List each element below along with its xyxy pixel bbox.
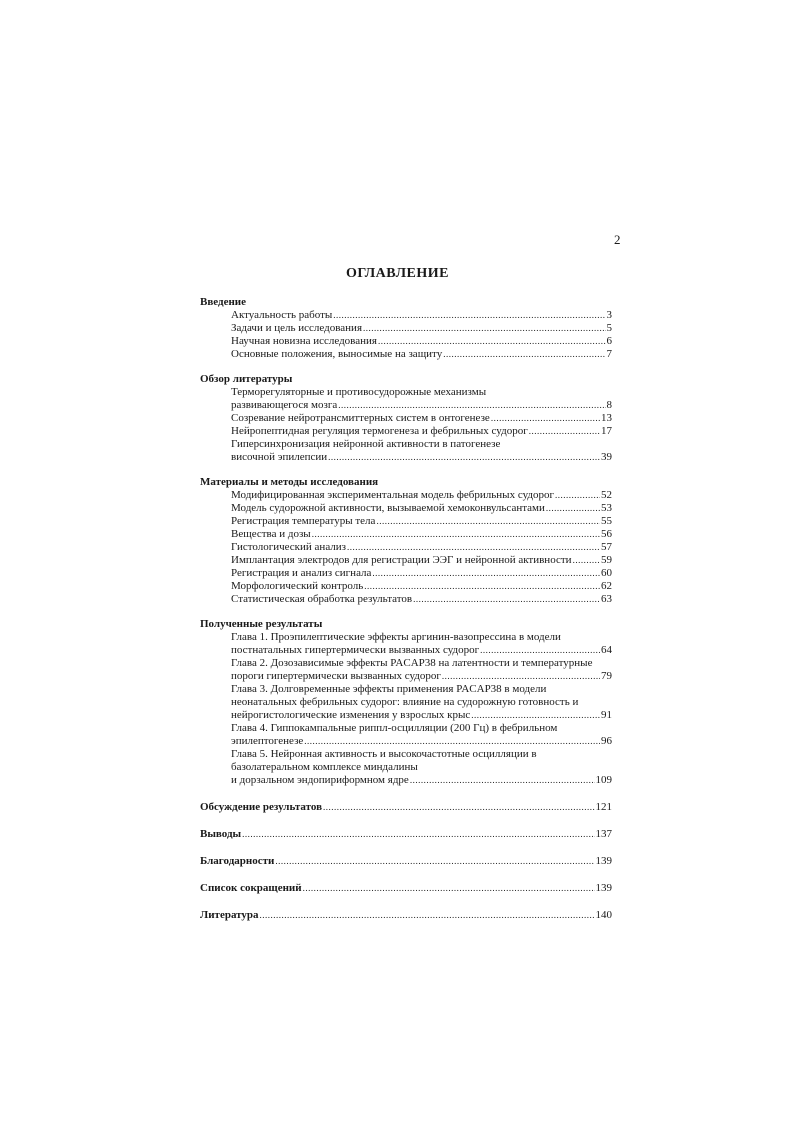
toc-entry [200,348,612,361]
toc-entry-title: и дорзальном эндопириформном ядре [231,774,409,786]
toc-entry-page: 140 [595,909,612,921]
leader-dots [413,593,600,606]
section-heading-methods: Материалы и методы исследования [200,476,379,488]
leader-dots [242,828,594,841]
toc-entry-page: 121 [595,801,612,813]
toc-entry-page: 56 [601,528,612,540]
leader-dots [410,774,595,787]
leader-dots [363,322,605,335]
toc-entry [200,425,612,438]
leader-dots [323,801,594,814]
toc-entry-title: Литература [200,909,259,921]
toc-entry-title: Глава 1. Проэпилептические эффекты аргинин-вазопрессина в модели [231,631,561,643]
leader-dots [312,528,600,541]
leader-dots [471,709,600,722]
toc-entry [200,412,612,425]
leader-dots [555,489,600,502]
toc-entry-title: эпилептогенезе [231,735,304,747]
toc-entry [200,451,612,464]
toc-entry-title: Морфологический контроль [231,580,364,592]
toc-entry-abbreviations [200,882,612,895]
toc-entry-page: 137 [595,828,612,840]
toc-entry-page: 60 [601,567,612,579]
toc-entry [200,528,612,541]
leader-dots [303,882,595,895]
toc-entry [200,735,612,748]
toc-entry-title: Глава 5. Нейронная активность и высокочастотные осцилляции в [231,748,537,760]
toc-entry-literature [200,909,612,922]
toc-entry [200,580,612,593]
toc-entry [200,335,612,348]
toc-entry [200,644,612,657]
toc-entry-title: Модифицированная экспериментальная модель фебрильных судорог [231,489,554,501]
leader-dots [364,580,600,593]
toc-entry-title: неонатальных фебрильных судорог: влияние на судорожную готовность и [231,696,579,708]
toc-entry-page: 91 [601,709,612,721]
leader-dots [275,855,594,868]
leader-dots [443,348,605,361]
leader-dots [546,502,600,515]
toc-entry-title: височной эпилепсии [231,451,328,463]
toc-entry-title: развивающегося мозга [231,399,338,411]
toc-entry-page: 55 [601,515,612,527]
leader-dots [328,451,600,464]
leader-dots [376,515,600,528]
leader-dots [347,541,600,554]
page-number: 2 [614,232,621,247]
toc-entry-title: Обсуждение результатов [200,801,323,813]
toc-entry-page: 5 [606,322,612,334]
toc-entry-title: Выводы [200,828,242,840]
leader-dots [338,399,605,412]
toc-entry-title: Благодарности [200,855,275,867]
toc-entry-page: 139 [595,855,612,867]
toc-entry-title: пороги гипертермически вызванных судорог [231,670,441,682]
toc-entry-title: Гиперсинхронизация нейронной активности в патогенезе [231,438,501,450]
toc-entry-page: 64 [601,644,612,656]
toc-entry [200,774,612,787]
toc-entry-title: нейрогистологические изменения у взрослых крыс [231,709,471,721]
toc-entry-page: 8 [606,399,612,411]
toc-entry-conclusions [200,828,612,841]
toc-entry-title: Нейропептидная регуляция термогенеза и фебрильных судорог [231,425,528,437]
leader-dots [442,670,600,683]
leader-dots [378,335,606,348]
toc-entry-page: 7 [606,348,612,360]
toc-entry [200,399,612,412]
toc-entry-title: Регистрация температуры тела [231,515,376,527]
section-heading-results: Полученные результаты [200,618,323,630]
toc-entry-title: Актуальность работы [231,309,333,321]
toc-entry-page: 59 [601,554,612,566]
table-of-contents [200,296,612,922]
toc-entry-title: Модель судорожной активности, вызываемой хемоконвульсантами [231,502,545,514]
toc-entry-page: 96 [601,735,612,747]
toc-entry-title: Основные положения, выносимые на защиту [231,348,443,360]
toc-entry-page: 62 [601,580,612,592]
section-heading-review: Обзор литературы [200,373,293,385]
leader-dots [491,412,600,425]
toc-entry-title: Гистологический анализ [231,541,347,553]
toc-entry [200,502,612,515]
toc-entry-page: 63 [601,593,612,605]
toc-entry-page: 17 [601,425,612,437]
leader-dots [260,909,595,922]
toc-entry-title: базолатеральном комплексе миндалины [231,761,418,773]
toc-entry-title: постнатальных гипертермически вызванных судорог [231,644,480,656]
toc-entry [200,554,612,567]
toc-entry-title: Научная новизна исследования [231,335,377,347]
leader-dots [573,554,600,567]
toc-entry-title: Глава 2. Дозозависимые эффекты PACAP38 на латентности и температурные [231,657,593,669]
leader-dots [333,309,605,322]
toc-entry [200,541,612,554]
leader-dots [304,735,600,748]
toc-entry-title: Глава 4. Гиппокампальные риппл-осцилляции (200 Гц) в фебрильном [231,722,558,734]
toc-entry-title: Статистическая обработка результатов [231,593,413,605]
toc-entry-page: 3 [606,309,612,321]
toc-entry [200,309,612,322]
toc-entry [200,709,612,722]
toc-entry [200,322,612,335]
toc-entry-title: Созревание нейротрансмиттерных систем в онтогенезе [231,412,490,424]
page-title: ОГЛАВЛЕНИЕ [346,266,449,281]
toc-entry-title: Глава 3. Долговременные эффекты применения PACAP38 в модели [231,683,547,695]
section-heading-intro: Введение [200,296,247,308]
leader-dots [529,425,600,438]
toc-entry-discussion [200,801,612,814]
toc-entry-title: Задачи и цель исследования [231,322,363,334]
toc-entry-title: Список сокращений [200,882,302,894]
toc-entry-page: 52 [601,489,612,501]
toc-entry [200,670,612,683]
toc-entry-page: 13 [601,412,612,424]
toc-entry-page: 6 [606,335,612,347]
toc-entry [200,593,612,606]
toc-entry [200,489,612,502]
toc-entry-page: 57 [601,541,612,553]
toc-entry-title: Терморегуляторные и противосудорожные механизмы [231,386,487,398]
toc-entry-title: Имплантация электродов для регистрации ЭЭГ и нейронной активности [231,554,572,566]
leader-dots [372,567,600,580]
toc-entry-title: Регистрация и анализ сигнала [231,567,372,579]
toc-entry-page: 53 [601,502,612,514]
toc-entry-page: 109 [595,774,612,786]
toc-entry [200,515,612,528]
toc-entry-acknowledgements [200,855,612,868]
leader-dots [480,644,600,657]
toc-entry-page: 39 [601,451,612,463]
toc-entry-page: 79 [601,670,612,682]
toc-entry-title: Вещества и дозы [231,528,311,540]
toc-entry [200,567,612,580]
toc-entry-page: 139 [595,882,612,894]
